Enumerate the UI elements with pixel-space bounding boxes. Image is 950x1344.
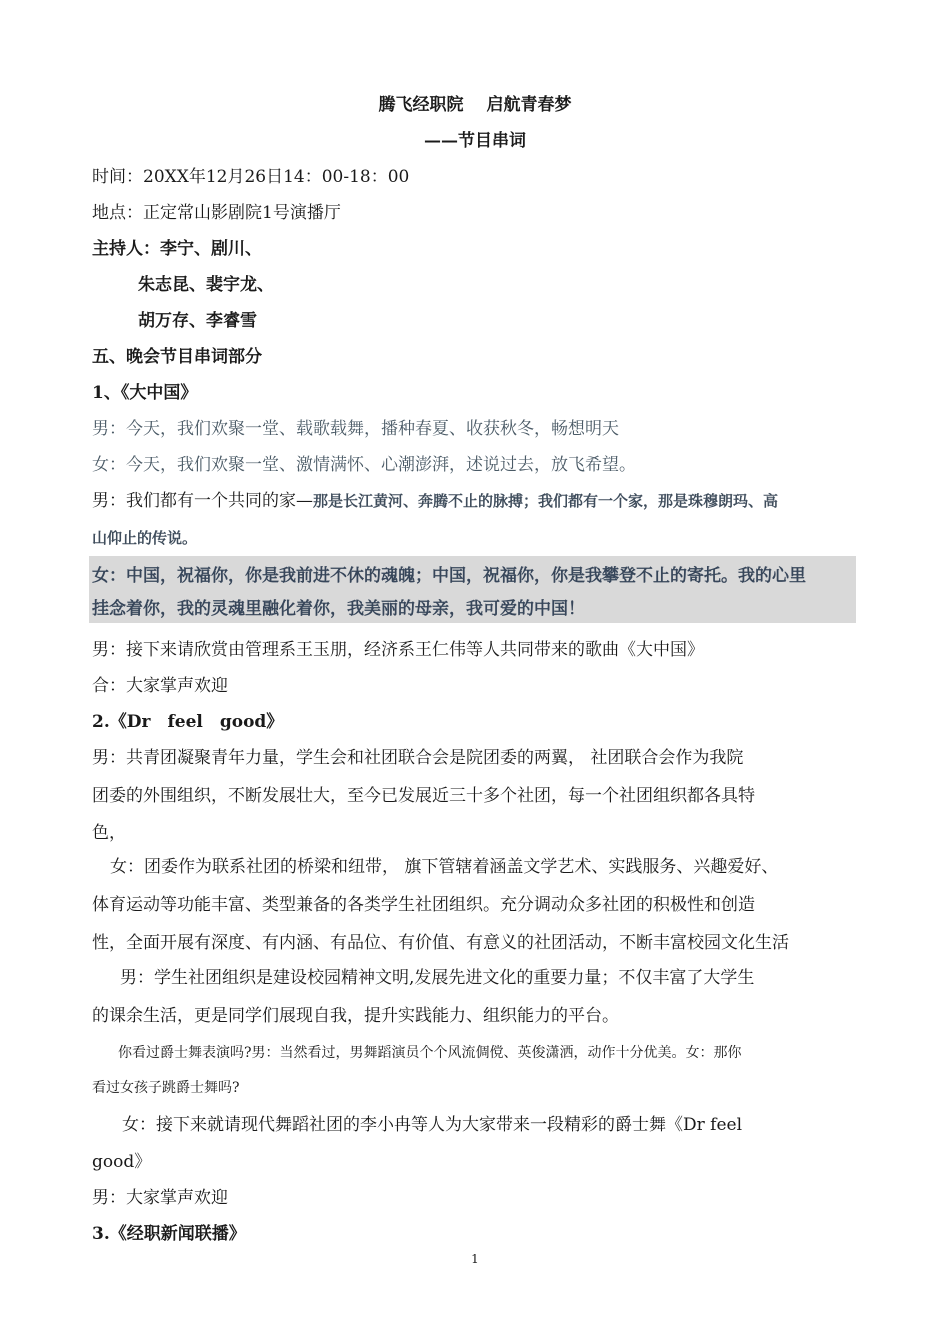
- section-heading: 五、晚会节目串词部分: [92, 347, 262, 367]
- program-2-line: good》: [92, 1152, 152, 1172]
- program-1-line: 山仰止的传说。: [92, 529, 198, 547]
- program-2-heading: 2.《Dr feel good》: [92, 712, 284, 732]
- program-1-line: 男：接下来请欣赏由管理系王玉朋，经济系王仁伟等人共同带来的歌曲《大中国》: [92, 640, 704, 660]
- program-2-line: 看过女孩子跳爵士舞吗?: [92, 1080, 240, 1096]
- program-1-heading: 1、《大中国》: [92, 383, 198, 403]
- event-time: 时间：20XX年12月26日14：00-18：00: [92, 167, 410, 187]
- page-number: 1: [471, 1252, 479, 1266]
- program-2-line: 你看过爵士舞表演吗?男：当然看过，男舞蹈演员个个风流倜傥、英俊潇洒，动作十分优美。女：那你: [118, 1045, 742, 1061]
- program-2-line: 色，: [92, 823, 126, 843]
- hosts-line-3: 胡万存、李睿雪: [138, 311, 257, 331]
- program-1-highlight-line: 挂念着你，我的灵魂里融化着你，我美丽的母亲，我可爱的中国！: [92, 599, 585, 619]
- program-2-line: 女：团委作为联系社团的桥梁和纽带， 旗下管辖着涵盖文学艺术、实践服务、兴趣爱好、: [110, 857, 779, 877]
- program-1-line-part: 那是长江黄河、奔腾不止的脉搏；我们都有一个家，那是珠穆朗玛、高: [313, 492, 779, 510]
- program-2-line: 男：共青团凝聚青年力量，学生会和社团联合会是院团委的两翼， 社团联合会作为我院: [92, 748, 744, 768]
- program-2-line: 体育运动等功能丰富、类型兼备的各类学生社团组织。充分调动众多社团的积极性和创造: [92, 895, 755, 915]
- program-2-line: 的课余生活，更是同学们展现自我，提升实践能力、组织能力的平台。: [92, 1006, 619, 1026]
- doc-subtitle: ——节目串词: [424, 131, 526, 151]
- program-2-line: 团委的外围组织，不断发展壮大，至今已发展近三十多个社团，每一个社团组织都各具特: [92, 786, 755, 806]
- program-1-line: 女：今天，我们欢聚一堂、激情满怀、心潮澎湃，述说过去，放飞希望。: [92, 455, 636, 475]
- program-1-line: 合：大家掌声欢迎: [92, 676, 228, 696]
- program-2-line: 男：学生社团组织是建设校园精神文明,发展先进文化的重要力量；不仅丰富了大学生: [120, 968, 755, 988]
- program-3-heading: 3.《经职新闻联播》: [92, 1224, 246, 1244]
- program-2-line: 女：接下来就请现代舞蹈社团的李小冉等人为大家带来一段精彩的爵士舞《Dr feel: [122, 1115, 743, 1135]
- hosts-line-1: 主持人：李宁、剧川、: [92, 239, 262, 259]
- program-2-line: 男：大家掌声欢迎: [92, 1188, 228, 1208]
- program-1-line-part: 男：我们都有一个共同的家—: [92, 491, 313, 511]
- event-place: 地点：正定常山影剧院1号演播厅: [92, 203, 341, 223]
- program-1-line: [92, 490, 778, 512]
- program-1-line: 男：今天，我们欢聚一堂、载歌载舞，播种春夏、收获秋冬，畅想明天: [92, 419, 619, 439]
- hosts-line-2: 朱志昆、裴宇龙、: [138, 275, 274, 295]
- program-2-line: 性，全面开展有深度、有内涵、有品位、有价值、有意义的社团活动，不断丰富校园文化生活: [92, 933, 789, 953]
- doc-title: 腾飞经职院 启航青春梦: [378, 95, 572, 115]
- program-1-highlight-line: 女：中国，祝福你，你是我前进不休的魂魄；中国，祝福你，你是我攀登不止的寄托。我的心里: [92, 566, 806, 586]
